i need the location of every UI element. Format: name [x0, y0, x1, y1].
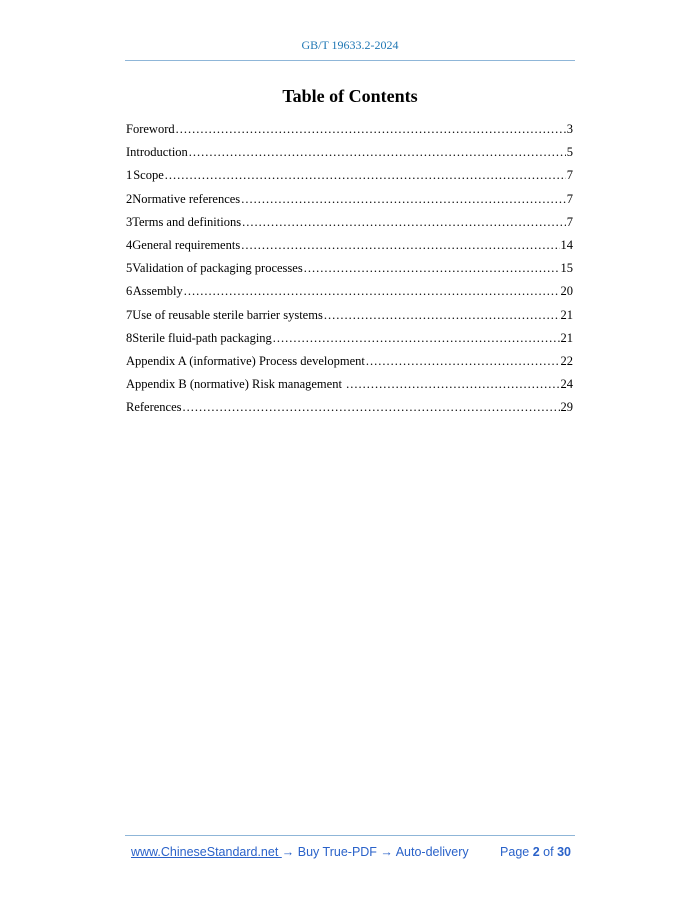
- toc-entry-title: General requirements: [132, 237, 241, 252]
- toc-entry-title: Use of reusable sterile barrier systems: [132, 307, 323, 322]
- toc-entry-number: 5: [126, 261, 133, 276]
- toc-entry-terms-and-definitions[interactable]: [126, 213, 573, 236]
- toc-entry-assembly[interactable]: [126, 282, 573, 305]
- toc-leader-dots: [346, 375, 559, 393]
- toc-leader-dots: [241, 190, 566, 208]
- toc-entry-references[interactable]: [126, 398, 573, 421]
- toc-leader-dots: [165, 166, 566, 184]
- toc-entry-introduction[interactable]: [126, 143, 573, 166]
- toc-leader-dots: [176, 120, 566, 138]
- toc-entry-validation-of-packaging-processes[interactable]: [126, 259, 573, 282]
- toc-leader-dots: [241, 236, 559, 254]
- page-current: 2: [532, 845, 540, 859]
- header-divider: [125, 60, 575, 61]
- toc-entry-number: 2: [126, 191, 133, 206]
- toc-entry-title: Foreword: [126, 122, 175, 136]
- page-indicator: [500, 845, 571, 859]
- toc-entry-page: 14: [560, 237, 573, 252]
- page-label: Page: [500, 845, 530, 859]
- toc-entry-page: 24: [560, 377, 573, 392]
- page-footer: [131, 845, 571, 859]
- toc-entry-number: 6: [126, 284, 133, 299]
- page-total: 30: [557, 845, 571, 859]
- toc-leader-dots: [242, 213, 566, 231]
- footer-promo: [131, 845, 469, 859]
- toc-entry-page: 3: [566, 122, 573, 136]
- toc-entry-page: 7: [566, 191, 573, 206]
- toc-entry-number: 4: [126, 237, 133, 252]
- chinesestandard-link[interactable]: www.ChineseStandard.net: [131, 845, 282, 859]
- page-title: Table of Contents: [282, 86, 418, 106]
- toc-entry-page: 7: [566, 168, 573, 183]
- table-of-contents: [126, 120, 573, 421]
- toc-entry-reusable-sterile-barrier-systems[interactable]: [126, 306, 573, 329]
- toc-entry-title: Scope: [133, 168, 164, 183]
- toc-entry-title: Sterile fluid-path packaging: [132, 330, 272, 345]
- toc-entry-page: 20: [560, 284, 573, 299]
- toc-entry-number: 1: [126, 168, 133, 183]
- toc-entry-title: Terms and definitions: [132, 214, 242, 229]
- toc-entry-page: 22: [560, 353, 573, 368]
- toc-entry-scope[interactable]: [126, 166, 573, 189]
- footer-divider: [125, 835, 575, 836]
- toc-entry-title: Introduction: [126, 145, 188, 160]
- toc-entry-normative-references[interactable]: [126, 190, 573, 213]
- page-of-label: of: [543, 845, 554, 859]
- toc-leader-dots: [304, 259, 560, 277]
- toc-entry-title: References: [126, 400, 182, 415]
- toc-entry-title: Validation of packaging processes: [132, 261, 303, 276]
- toc-leader-dots: [184, 282, 560, 300]
- toc-leader-dots: [273, 329, 560, 347]
- toc-entry-page: 15: [560, 261, 573, 276]
- document-id-header: GB/T 19633.2-2024: [301, 38, 399, 52]
- toc-leader-dots: [183, 398, 560, 416]
- footer-promo-text: → Buy True-PDF → Auto-delivery: [281, 845, 469, 859]
- toc-entry-number: 3: [126, 214, 133, 229]
- toc-entry-page: 29: [560, 400, 573, 415]
- toc-entry-foreword[interactable]: [126, 120, 573, 143]
- toc-entry-number: 7: [126, 307, 133, 322]
- toc-entry-page: 7: [566, 214, 573, 229]
- toc-entry-appendix-a[interactable]: [126, 352, 573, 375]
- toc-entry-page: 21: [560, 330, 573, 345]
- toc-entry-title: Appendix A (informative) Process development: [126, 353, 365, 368]
- toc-entry-appendix-b[interactable]: [126, 375, 573, 398]
- toc-entry-page: 5: [566, 145, 573, 160]
- toc-entry-title: Normative references: [132, 191, 241, 206]
- toc-entry-sterile-fluid-path-packaging[interactable]: [126, 329, 573, 352]
- toc-entry-page: 21: [560, 307, 573, 322]
- toc-entry-title: Appendix B (normative) Risk management: [126, 377, 346, 392]
- toc-leader-dots: [324, 306, 560, 324]
- toc-leader-dots: [366, 352, 560, 370]
- toc-leader-dots: [189, 143, 566, 161]
- toc-entry-general-requirements[interactable]: [126, 236, 573, 259]
- toc-entry-number: 8: [126, 330, 133, 345]
- toc-entry-title: Assembly: [132, 284, 183, 299]
